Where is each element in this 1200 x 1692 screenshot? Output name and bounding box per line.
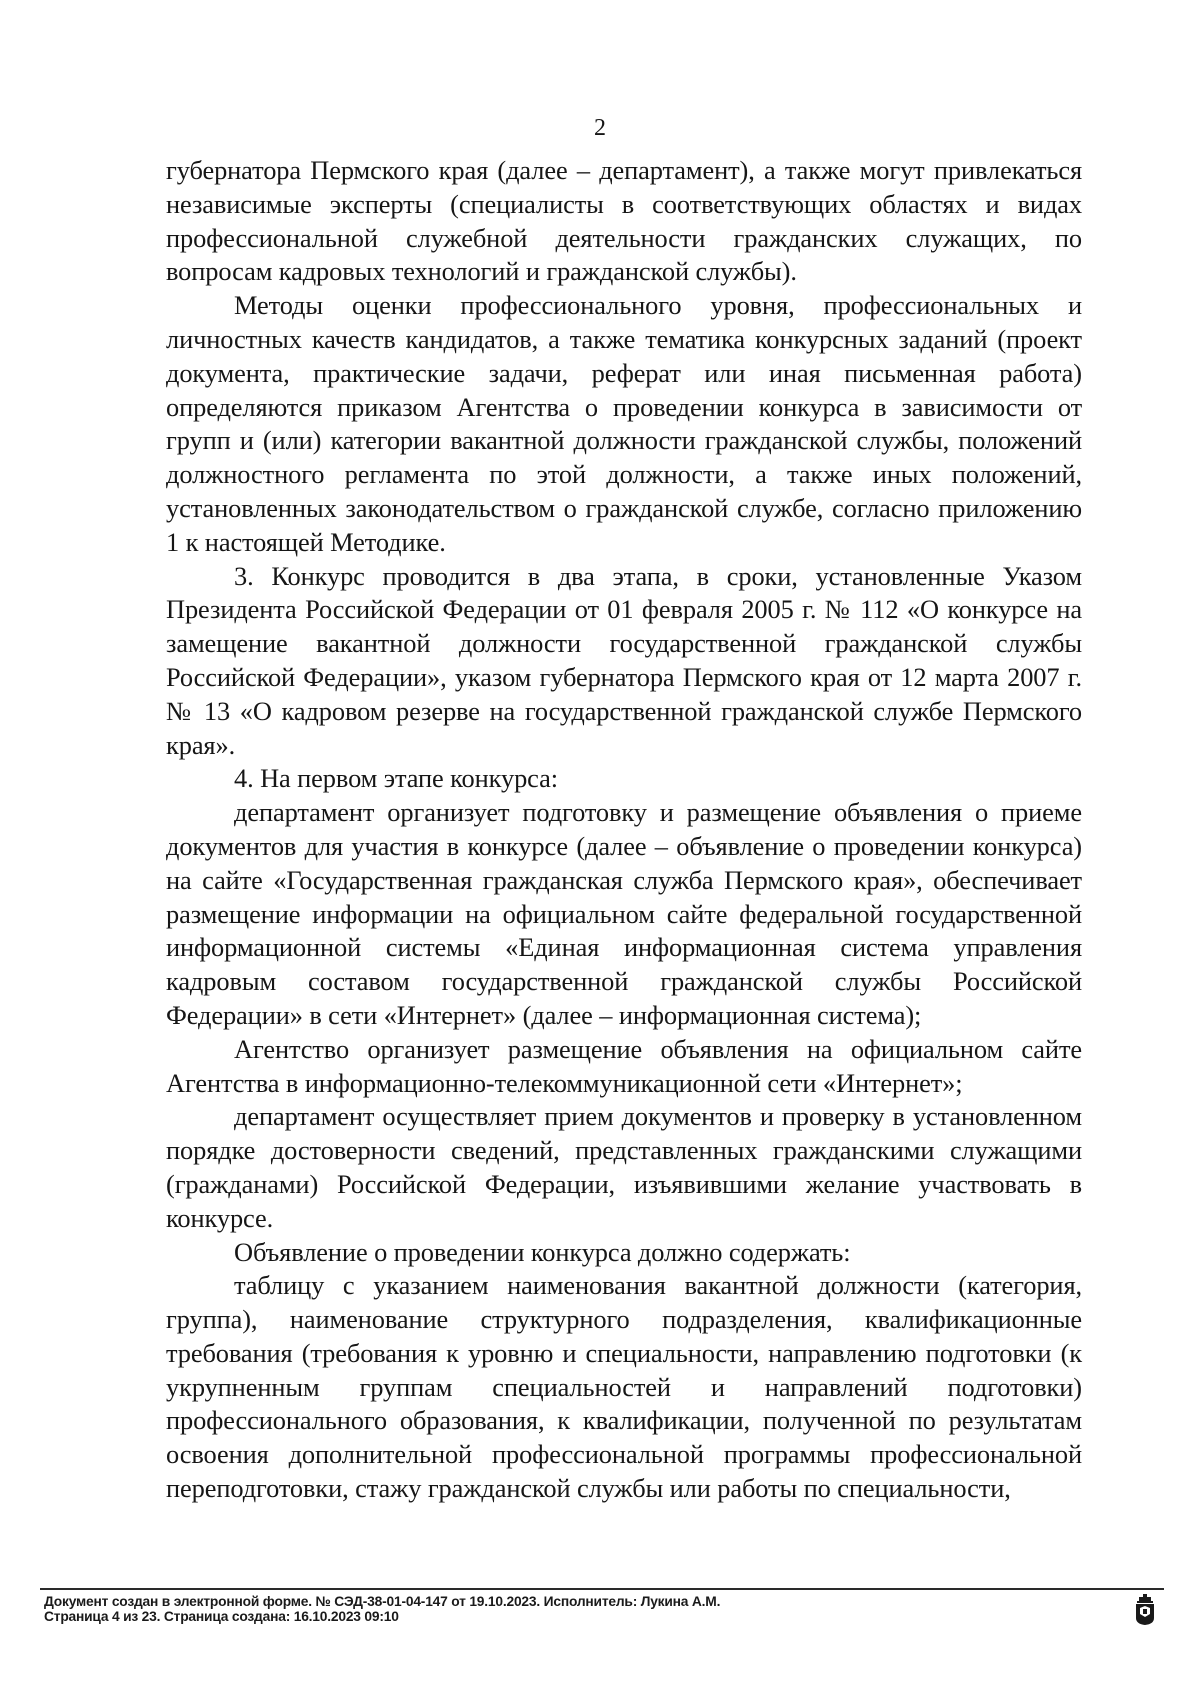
paragraph-5: департамент организует подготовку и размещение объявления о приеме документов для участия в конкурсе (далее – объявление о проведении конкурса) на сайте «Государственная гражданская служба Пермского края», обеспечивает размещение информации на официальном сайте федеральной государственной информационной системы «Единая информационная система управления кадровым составом государственной гражданской службы Российской Федерации» в сети «Интернет» (далее – информационная система); bbox=[166, 797, 1082, 1030]
paragraph-2: Методы оценки профессионального уровня, профессиональных и личностных качеств кандидатов, а также тематика конкурсных заданий (проект документа, практические задачи, реферат или иная письменная работа) определяются приказом Агентства о проведении конкурса в зависимости от групп и (или) категории вакантной должности гражданской службы, положений должностного регламента по этой должности, а также иных положений, установленных законодательством о гражданской службе, согласно приложению 1 к настоящей Методике. bbox=[166, 290, 1082, 557]
paragraph-6: Агентство организует размещение объявления на официальном сайте Агентства в информационно-телекоммуникационной сети «Интернет»; bbox=[166, 1033, 1082, 1098]
paragraph-3: 3. Конкурс проводится в два этапа, в сроки, установленные Указом Президента Российской Федерации от 01 февраля 2005 г. № 112 «О конкурсе на замещение вакантной должности государственной гражданской службы Российской Федерации», указом губернатора Пермского края от 12 марта 2007 г. № 13 «О кадровом резерве на государственной гражданской службе Пермского края». bbox=[166, 560, 1082, 760]
paragraph-7: департамент осуществляет прием документов и проверку в установленном порядке достоверности сведений, представленных гражданскими служащими (гражданами) Российской Федерации, изъявившими желание участвовать в конкурсе. bbox=[166, 1101, 1082, 1233]
footer-line-1: Документ создан в электронной форме. № СЭД-38-01-04-147 от 19.10.2023. Исполнитель: Лукина А.М. bbox=[44, 1594, 721, 1609]
paragraph-1: губернатора Пермского края (далее – департамент), а также могут привлекаться независимые эксперты (специалисты в соответствующих областях и видах профессиональной служебной деятельности гражданских служащих, по вопросам кадровых технологий и гражданской службы). bbox=[166, 155, 1082, 287]
paragraph-8: Объявление о проведении конкурса должно содержать: bbox=[234, 1236, 851, 1267]
footer-divider bbox=[40, 1588, 1164, 1590]
page-number: 2 bbox=[594, 115, 606, 141]
perm-krai-emblem-icon bbox=[1134, 1594, 1156, 1626]
document-footer bbox=[44, 1594, 1044, 1624]
document-body bbox=[166, 154, 1082, 1506]
paragraph-9: таблицу с указанием наименования вакантной должности (категория, группа), наименование структурного подразделения, квалификационные требования (требования к уровню и специальности, направлению подготовки (к укрупненным группам специальностей и направлений подготовки) профессионального образования, к квалификации, полученной по результатам освоения дополнительной профессиональной программы профессиональной переподготовки, стажу гражданской службы или работы по специальности, bbox=[166, 1270, 1082, 1504]
paragraph-4: 4. На первом этапе конкурса: bbox=[234, 763, 558, 794]
footer-line-2: Страница 4 из 23. Страница создана: 16.10.2023 09:10 bbox=[44, 1609, 399, 1624]
